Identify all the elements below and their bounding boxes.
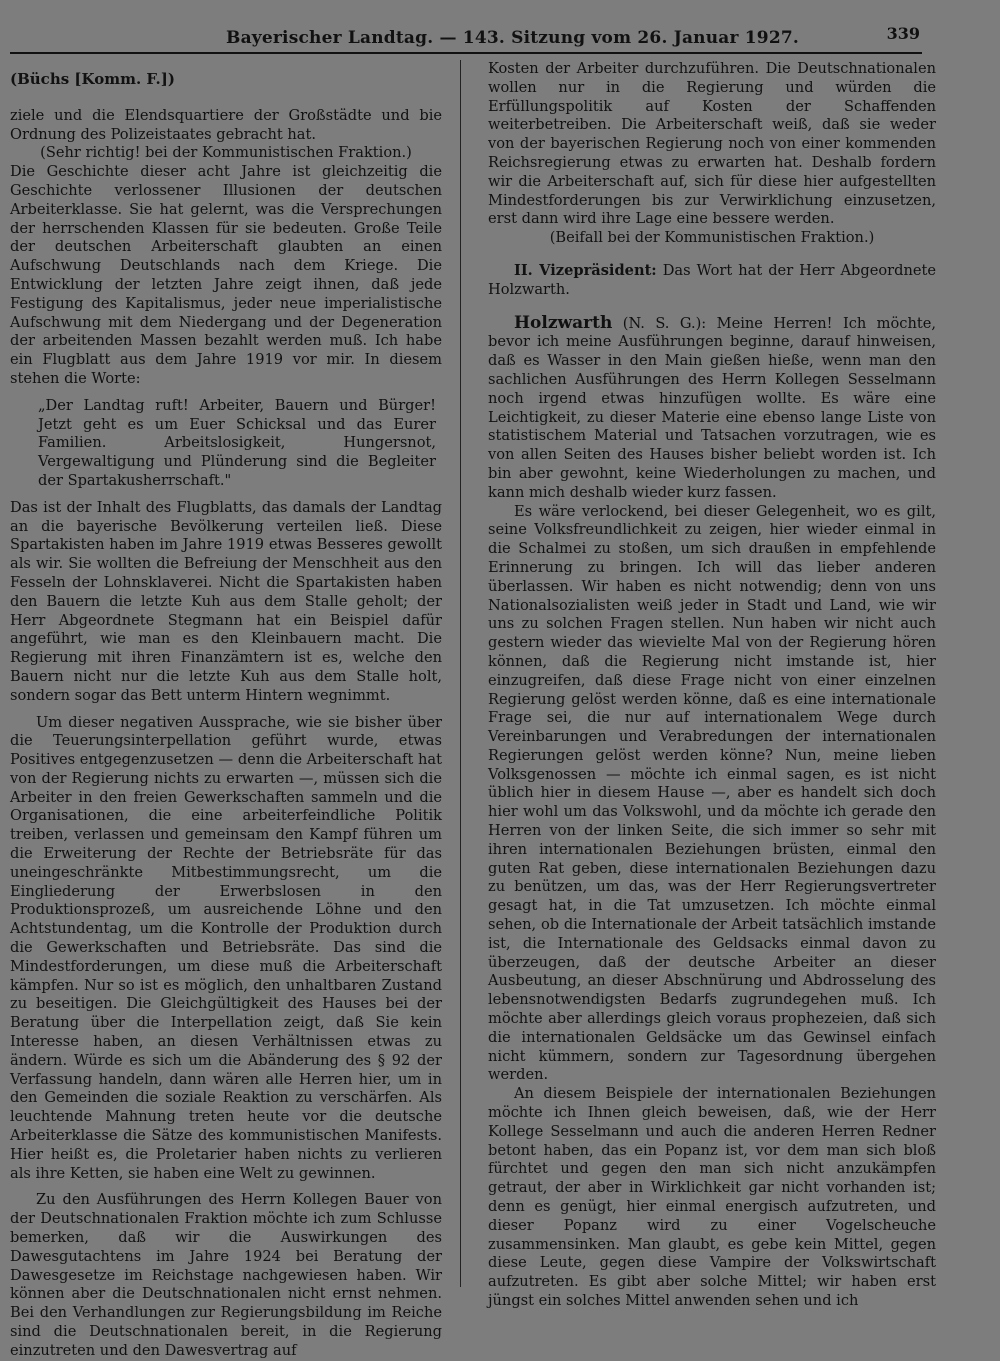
stage-direction: (Sehr richtig! bei der Kommunistischen Fraktion.) [40,144,412,162]
paragraph: An diesem Beispiele der internationalen Beziehungen möchte ich Ihnen gleich beweisen, daß, wie der Herr Kollege Sesselmann und auch die anderen Herren Redner betont haben, das ein Popanz ist, vor dem man sich bloß fürchtet und gegen den man sich nicht anzukämpfen getraut, der aber in Wirklichkeit gar nicht vorhanden ist; denn es genügt, hier einmal energisch aufzutreten, und dieser Popanz wird zu einer Vogelscheuche zusammensinken. Man glaubt, es gebe kein Mittel, gegen diese Leute, gegen diese Vampire der Volkswirtschaft aufzutreten. Es gibt aber solche Mittel; wir haben erst jüngst ein solches Mittel anwenden sehen und ich [488,1085,936,1309]
page-header [0,20,1000,56]
header-rule [10,52,922,54]
paragraph: Kosten der Arbeiter durchzuführen. Die Deutschnationalen wollen nur in die Regierung und würden die Erfüllungspolitik auf Kosten der Schaffenden weiterbetreiben. Die Arbeiterschaft weiß, daß sie weder von der bayerischen Regierung noch von einer kommenden Reichsregierung etwas zu erwarten hat. Deshalb fordern wir die Arbeiterschaft auf, sich für diese hier aufgestellten Mindestforderungen bis zur Verwirklichung einzusetzen, erst dann wird ihre Lage eine bessere werden. [488,60,936,228]
paragraph: ziele und die Elendsquartiere der Großstädte und bie Ordnung des Polizeistaates gebracht hat. [10,106,442,143]
right-column [488,60,937,1309]
paragraph: Es wäre verlockend, bei dieser Gelegenheit, wo es gilt, seine Volksfreundlichkeit zu zeigen, hier wieder einmal in die Schalmei zu stoßen, um sich draußen in empfehlende Erinnerung zu bringen. Ich will das lieber anderen überlassen. Wir haben es nicht notwendig; denn von uns Nationalsozialisten weiß jeder in Stadt und Land, wie wir uns zu solchen Fragen stellen. Nun haben wir nicht auch gestern wieder das wievielte Mal von der Regierung hören können, daß die Regierung nicht imstande ist, hier einzugreifen, daß diese Frage nicht von einer einzelnen Regierung gelöst werden könne, daß es eine internationale Frage sei, die nur auf internationalem Wege durch Vereinbarungen und Verabredungen der internationalen Regierungen gelöst werden könne? Nun, meine lieben Volksgenossen — möchte ich einmal sagen, es ist nicht üblich hier in diesem Hause —, aber es handelt sich doch hier wohl um das Volkswohl, und da möchte ich gerade den Herren von der linken Seite, die sich immer so sehr mit ihren internationalen Beziehungen brüsten, einmal den guten Rat geben, diese internationalen Beziehungen dazu zu benützen, um das, was der Herr Regierungsvertreter gesagt hat, in die Tat umzusetzen. Ich möchte einmal sehen, ob die Internationale der Arbeit tatsächlich imstande ist, die Internationale des Geldsacks einmal davon zu überzeugen, daß der deutsche Arbeiter an dieser Ausbeutung, an dieser Abschnürung und Abdrosselung des lebensnotwendigsten Bedarfs zugrundegehen muß. Ich möchte aber allerdings gleich voraus prophezeien, daß sich die internationalen Geldsäcke um das Gewinsel einfach nicht kümmern, sondern zur Tagesordnung übergehen werden. [488,502,936,1084]
speech-paragraph [488,314,936,503]
vice-president-label: II. Vizepräsident: [514,261,657,279]
paragraph: Zu den Ausführungen des Herrn Kollegen Bauer von der Deutschnationalen Fraktion möchte ich zum Schlusse bemerken, daß wir die Auswirkungen des Dawesgutachtens im Jahre 1924 bei Beratung der Dawesgesetze im Reichstage nachgewiesen haben. Wir können aber die Deutschnationalen nicht ernst nehmen. Bei den Verhandlungen zur Regierungsbildung im Reiche sind die Deutschnationalen bereit, in die Regierung einzutreten und den Dawesvertrag auf [10,1191,442,1359]
vice-president-statement [488,262,936,300]
quotation: „Der Landtag ruft! Arbeiter, Bauern und Bürger! Jetzt geht es um Euer Schicksal und das Eurer Familien. Arbeitslosigkeit, Hungersnot, Vergewaltigung und Plünderung sind die Begleiter der Spartakusherrschaft." [38,396,436,489]
paragraph: Um dieser negativen Aussprache, wie sie bisher über die Teuerungsinterpellation geführt wurde, etwas Positives entgegenzusetzen — denn die Arbeiterschaft hat von der Regierung nichts zu erwarten —, müssen sich die Arbeiter in den freien Gewerkschaften sammeln und die Organisationen, die eine arbeiterfeindliche Politik treiben, verlassen und gemeinsam den Kampf führen um die Erweiterung der Rechte der Betriebsräte für das uneingeschränkte Mitbestimmungsrecht, um die Eingliederung der Erwerbslosen in den Produktionsprozeß, um ausreichende Löhne und den Achtstundentag, um die Kontrolle der Produktion durch die Gewerkschaften und Betriebsräte. Das sind die Mindestforderungen, um diese muß die Arbeiterschaft kämpfen. Nur so ist es möglich, den unhaltbaren Zustand zu beseitigen. Die Gleichgültigkeit des Hauses bei der Beratung über die Interpellation zeigt, daß Sie kein Interesse haben, an diesen Verhältnissen etwas zu ändern. Würde es sich um die Abänderung des § 92 der Verfassung handeln, dann wären alle Herren hier, um in den Gemeinden die soziale Reaktion zu verschärfen. Als leuchtende Mahnung treten heute vor die deutsche Arbeiterklasse die Sätze des kommunistischen Manifests. Hier heißt es, die Proletarier haben nichts zu verlieren als ihre Ketten, sie haben eine Welt zu gewinnen. [10,713,442,1182]
page-number: 339 [886,24,920,43]
left-column [10,60,442,1359]
speaker-party: (N. S. G.): [622,314,707,332]
column-divider [460,60,461,1287]
paragraph: Die Geschichte dieser acht Jahre ist gleichzeitig die Geschichte verlossener Illusionen der deutschen Arbeiterklasse. Sie hat gelernt, was die Versprechungen der herrschenden Klassen für sie bedeuten. Große Teile der deutschen Arbeiterschaft glaubten an einen Aufschwung Deutschlands nach dem Kriege. Die Entwicklung der letzten Jahre zeigt ihnen, daß jede Festigung des Kapitalismus, jeder neue imperialistische Aufschwung mit dem Niedergang und der Degeneration der arbeitenden Massen bezahlt werden muß. Ich habe ein Flugblatt aus dem Jahre 1919 vor mir. In diesem stehen die Worte: [10,163,442,387]
stage-direction: (Beifall bei der Kommunistischen Fraktion.) [549,229,875,247]
speech-text: Meine Herren! Ich möchte, bevor ich meine Ausführungen beginne, darauf hinweisen, daß es Wasser in den Main gießen hieße, wenn man den sachlichen Ausführungen des Herrn Kollegen Sesselmann noch irgend etwas hinzufügen wollte. Es wäre eine Leichtigkeit, zu dieser Materie eine ebenso lange Liste von statistischem Material und Tatsachen vorzutragen, wie es von allen Seiten des Hauses bisher beliebt worden ist. Ich bin aber gewohnt, keine Wiederholungen zu machen, und kann mich deshalb wieder kurz fassen. [488,314,937,501]
speaker-label: (Büchs [Komm. F.]) [10,70,175,88]
vice-president-text: Das Wort hat der Herr Abgeordnete Holzwarth. [488,261,936,298]
running-title: Bayerischer Landtag. — 143. Sitzung vom 26. Januar 1927. [226,28,799,48]
speaker-name: Holzwarth [514,312,613,333]
paragraph: Das ist der Inhalt des Flugblatts, das damals der Landtag an die bayerische Bevölkerung verteilen ließ. Diese Spartakisten haben im Jahre 1919 etwas Besseres gewollt als wir. Sie wollten die Befreiung der Menschheit aus den Fesseln der Lohnsklaverei. Nicht die Spartakisten haben den Bauern die letzte Kuh aus dem Stalle geholt; der Herr Abgeordnete Stegmann hat ein Beispiel dafür angeführt, wie man es den Kleinbauern macht. Die Regierung mit ihren Finanzämtern ist es, welche den Bauern nicht nur die letzte Kuh aus dem Stalle holt, sondern sogar das Bett unterm Hintern wegnimmt. [10,498,442,704]
